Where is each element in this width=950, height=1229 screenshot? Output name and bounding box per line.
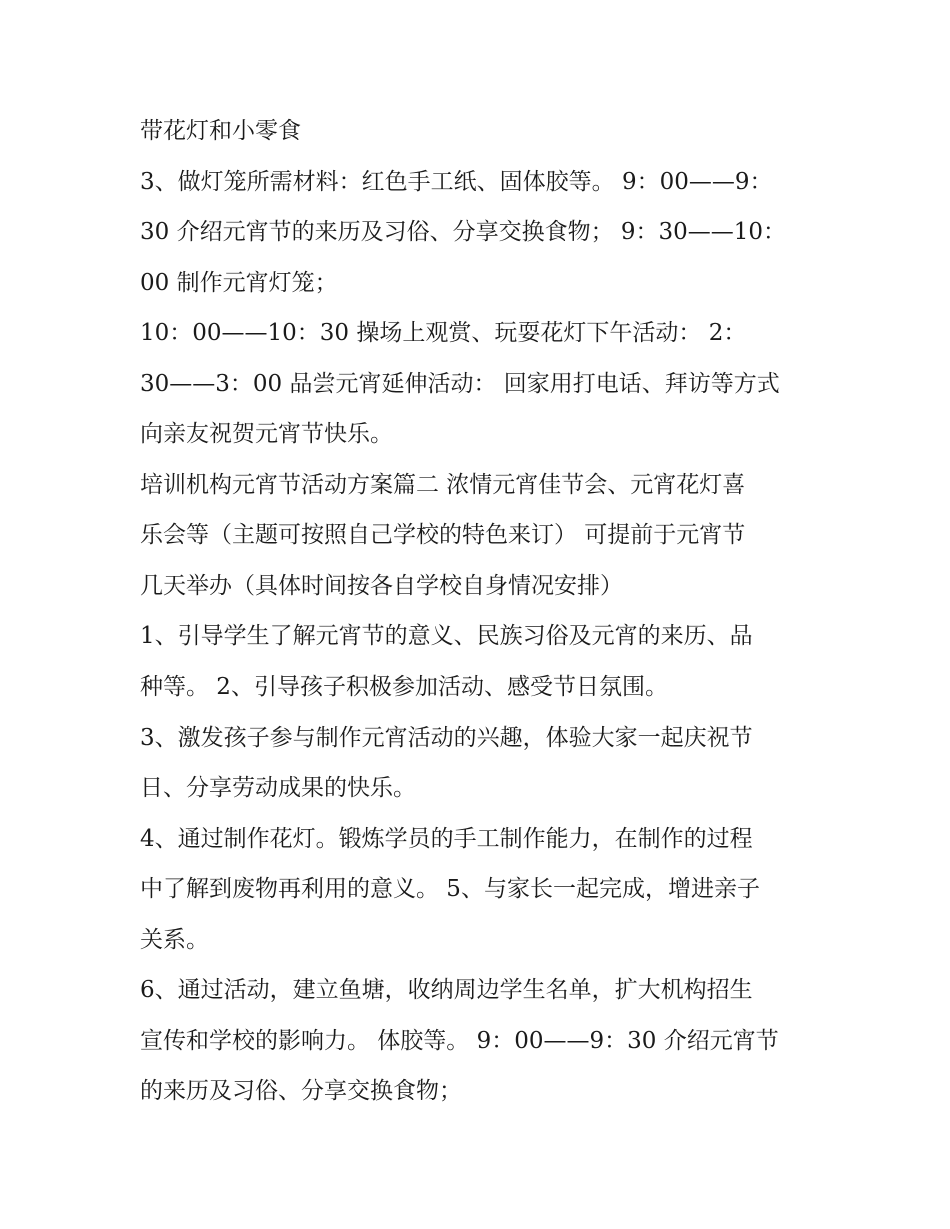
text-line: 种等。 2、引导孩子积极参加活动、感受节日氛围。 <box>140 674 668 700</box>
text-line: 4、通过制作花灯。锻炼学员的手工制作能力，在制作的过程 <box>140 826 753 852</box>
text-line: 宣传和学校的影响力。 体胶等。 9：00——9：30 介绍元宵节 <box>140 1028 779 1054</box>
text-line: 的来历及习俗、分享交换食物； <box>140 1078 462 1104</box>
text-line: 培训机构元宵节活动方案篇二 浓情元宵佳节会、元宵花灯喜 <box>140 472 746 498</box>
text-line: 带花灯和小零食 <box>140 118 301 144</box>
text-line: 30 介绍元宵节的来历及习俗、分享交换食物； 9：30——10： <box>140 219 787 245</box>
text-line: 1、引导学生了解元宵节的意义、民族习俗及元宵的来历、品 <box>140 623 753 649</box>
text-line: 几天举办（具体时间按各自学校自身情况安排） <box>140 573 623 599</box>
text-line: 10：00——10：30 操场上观赏、玩耍花灯下午活动： 2： <box>140 320 747 346</box>
text-line: 6、通过活动，建立鱼塘，收纳周边学生名单，扩大机构招生 <box>140 977 753 1003</box>
text-line: 向亲友祝贺元宵节快乐。 <box>140 421 393 447</box>
text-line: 中了解到废物再利用的意义。 5、与家长一起完成，增进亲子 <box>140 876 760 902</box>
text-line: 30——3：00 品尝元宵延伸活动： 回家用打电话、拜访等方式 <box>140 371 780 397</box>
text-line: 乐会等（主题可按照自己学校的特色来订） 可提前于元宵节 <box>140 522 746 548</box>
text-line: 日、分享劳动成果的快乐。 <box>140 775 416 801</box>
text-line: 关系。 <box>140 927 209 953</box>
text-line: 3、做灯笼所需材料：红色手工纸、固体胶等。 9：00——9： <box>140 169 773 195</box>
text-line: 3、激发孩子参与制作元宵活动的兴趣，体验大家一起庆祝节 <box>140 725 753 751</box>
text-line: 00 制作元宵灯笼； <box>140 270 338 296</box>
